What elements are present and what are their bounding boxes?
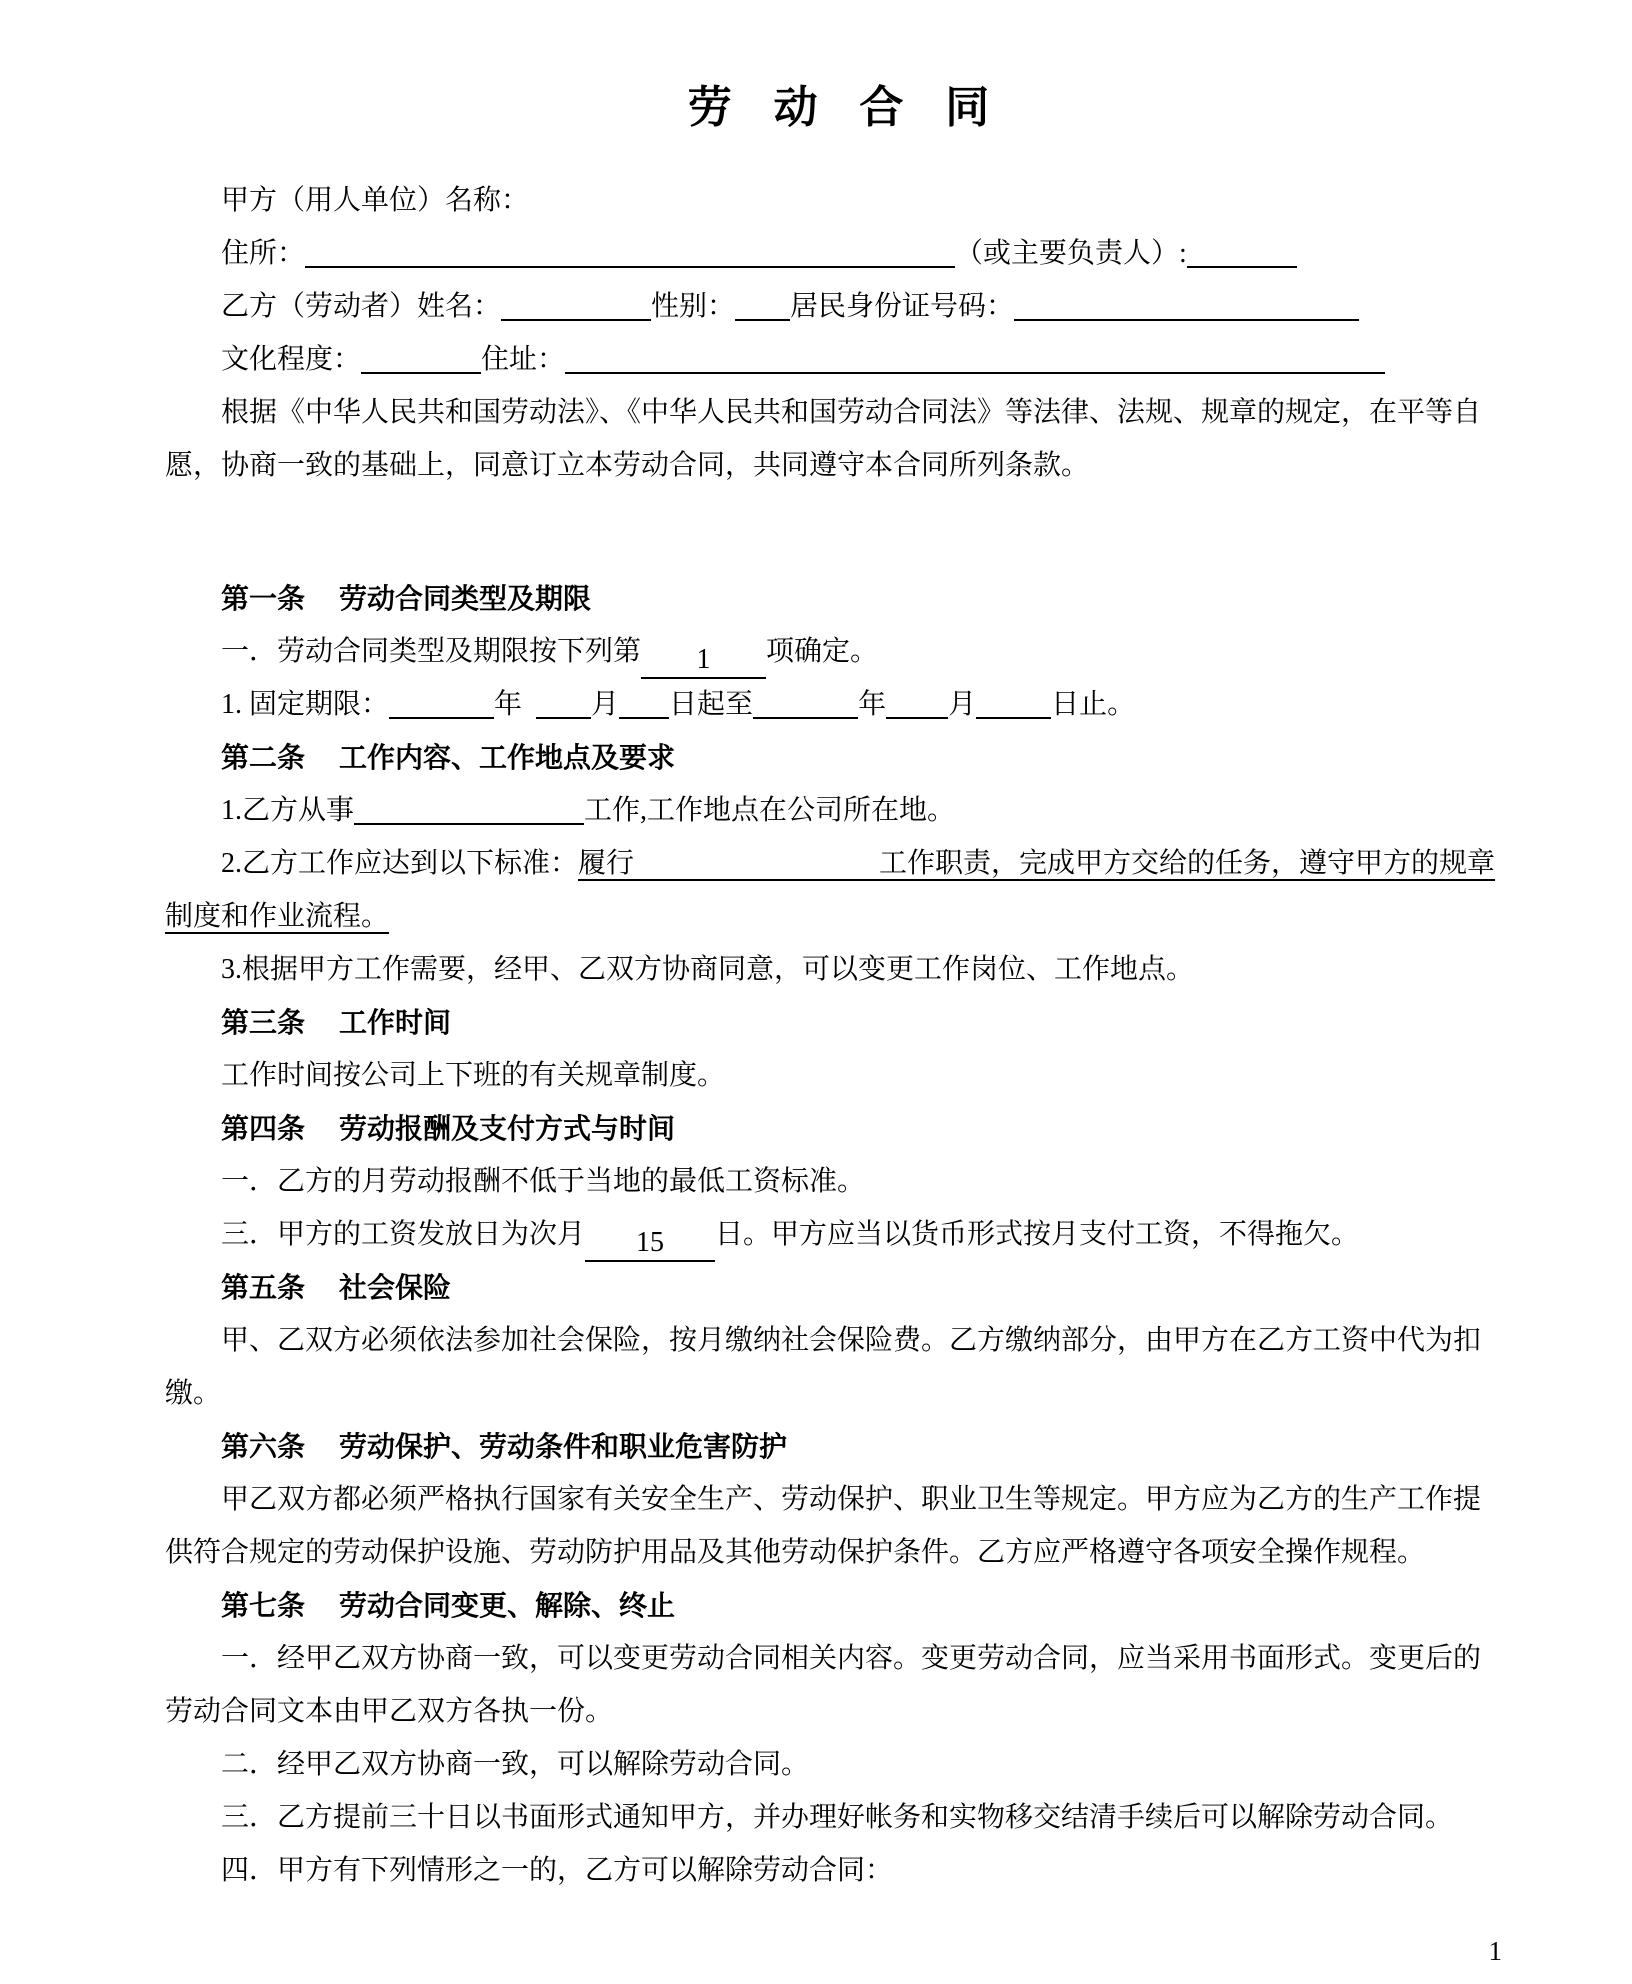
job-post-text: 工作,工作地点在公司所在地。	[584, 795, 956, 826]
education-label: 文化程度：	[221, 344, 362, 375]
work-standard-label: 2.乙方工作应达到以下标准：	[221, 848, 579, 879]
work-standard-fill-b: 工作职责，完成甲方交给的任务，遵守甲方的规章	[879, 848, 1496, 879]
section-5-body-line-1: 甲、乙双方必须依法参加社会保险，按月缴纳社会保险费。乙方缴纳部分，由甲方在乙方工资中代为扣	[221, 1325, 1482, 1356]
address-blank-field	[305, 232, 955, 268]
section-2-number: 第二条	[221, 742, 306, 773]
work-standard-fill-a: 履行	[578, 848, 635, 879]
education-blank	[361, 338, 481, 374]
year-label: 年	[494, 689, 523, 720]
residence-label: 住址：	[481, 344, 566, 375]
section-4-item-1: 一．乙方的月劳动报酬不低于当地的最低工资标准。	[221, 1166, 866, 1197]
section-4-title: 劳动报酬及支付方式与时间	[339, 1113, 676, 1144]
section-1-heading	[165, 572, 1512, 625]
party-b-identity-line	[165, 280, 1512, 333]
contract-type-choice-value: 1	[641, 637, 766, 679]
section-7-item-1-line-2: 劳动合同文本由甲乙双方各执一份。	[165, 1696, 614, 1727]
end-month-blank	[886, 683, 948, 719]
start-month-blank	[536, 683, 591, 719]
section-4-heading	[165, 1102, 1512, 1155]
job-title-blank	[354, 789, 584, 825]
end-month-label: 月	[948, 689, 977, 720]
section-6-body-line-1: 甲乙双方都必须严格执行国家有关安全生产、劳动保护、职业卫生等规定。甲方应为乙方的生产工作提	[221, 1484, 1482, 1515]
party-a-address-line	[165, 227, 1512, 280]
page-number: 1	[1488, 1936, 1502, 1966]
section-2-item-2-line-2	[165, 890, 1512, 943]
contract-type-text: 一．劳动合同类型及期限按下列第	[221, 636, 642, 667]
start-day-blank	[619, 683, 669, 719]
section-4-number: 第四条	[221, 1113, 306, 1144]
id-number-label: 居民身份证号码：	[790, 291, 1015, 322]
section-2-item-2-line-1	[165, 837, 1512, 890]
section-7-heading	[165, 1579, 1512, 1632]
principal-blank-field	[1187, 232, 1297, 268]
work-standard-fill-continued: 制度和作业流程。	[165, 901, 390, 932]
section-4-item-2	[165, 1208, 1512, 1261]
section-1-item-2	[165, 678, 1512, 731]
party-b-name-blank	[501, 285, 651, 321]
party-b-education-line	[165, 333, 1512, 386]
section-5-body-line-2: 缴。	[165, 1378, 222, 1409]
section-5-heading	[165, 1261, 1512, 1314]
section-7-number: 第七条	[221, 1590, 306, 1621]
section-7-item-4: 四．甲方有下列情形之一的，乙方可以解除劳动合同：	[221, 1855, 894, 1886]
section-6-heading	[165, 1420, 1512, 1473]
gender-blank	[735, 285, 790, 321]
section-2-item-1	[165, 784, 1512, 837]
contract-type-text-end: 项确定。	[766, 636, 879, 667]
preamble-line-1: 根据《中华人民共和国劳动法》、《中华人民共和国劳动合同法》等法律、法规、规章的规定，在平等自	[221, 397, 1482, 428]
section-3-number: 第三条	[221, 1007, 306, 1038]
section-7-item-2: 二．经甲乙双方协商一致，可以解除劳动合同。	[221, 1749, 810, 1780]
party-a-name-line	[165, 174, 1512, 227]
job-pre-text: 1.乙方从事	[221, 795, 355, 826]
page-title: 劳动合同	[687, 83, 1031, 132]
payday-value: 15	[585, 1220, 715, 1262]
party-a-name-label: 甲方（用人单位）名称：	[221, 185, 530, 216]
work-standard-inner-blank	[634, 846, 879, 880]
fixed-term-label: 1. 固定期限：	[221, 689, 390, 720]
section-3-heading	[165, 996, 1512, 1049]
preamble-line-2: 愿，协商一致的基础上，同意订立本劳动合同，共同遵守本合同所列条款。	[165, 450, 1090, 481]
blank-gap	[165, 492, 1512, 572]
start-year-blank	[389, 683, 494, 719]
id-number-blank	[1014, 285, 1359, 321]
gender-label: 性别：	[651, 291, 736, 322]
section-1-number: 第一条	[221, 583, 306, 614]
end-year-label: 年	[858, 689, 887, 720]
section-3-body: 工作时间按公司上下班的有关规章制度。	[221, 1060, 726, 1091]
residence-blank	[565, 338, 1385, 374]
section-5-title: 社会保险	[339, 1272, 452, 1303]
end-day-blank	[976, 683, 1051, 719]
month-label: 月	[591, 689, 620, 720]
section-2-title: 工作内容、工作地点及要求	[339, 742, 676, 773]
section-7-item-1-line-1: 一．经甲乙双方协商一致，可以变更劳动合同相关内容。变更劳动合同，应当采用书面形式。变更后的	[221, 1643, 1482, 1674]
end-day-label: 日止。	[1051, 689, 1136, 720]
work-standard-filled-text	[578, 848, 1495, 881]
section-6-number: 第六条	[221, 1431, 306, 1462]
address-label: 住所：	[221, 238, 306, 269]
section-7-item-3: 三．乙方提前三十日以书面形式通知甲方，并办理好帐务和实物移交结清手续后可以解除劳动合同。	[221, 1802, 1454, 1833]
section-1-item-1	[165, 625, 1512, 678]
payday-pre-text: 三．甲方的工资发放日为次月	[221, 1219, 586, 1250]
payday-post-text: 日。甲方应当以货币形式按月支付工资，不得拖欠。	[715, 1219, 1360, 1250]
section-2-item-3: 3.根据甲方工作需要，经甲、乙双方协商同意，可以变更工作岗位、工作地点。	[221, 954, 1195, 985]
section-6-body-line-2: 供符合规定的劳动保护设施、劳动防护用品及其他劳动保护条件。乙方应严格遵守各项安全操作规程。	[165, 1537, 1426, 1568]
principal-label: （或主要负责人）:	[955, 238, 1187, 269]
section-1-title: 劳动合同类型及期限	[339, 583, 592, 614]
section-5-number: 第五条	[221, 1272, 306, 1303]
section-7-title: 劳动合同变更、解除、终止	[339, 1590, 676, 1621]
party-b-name-label: 乙方（劳动者）姓名：	[221, 291, 502, 322]
section-3-title: 工作时间	[339, 1007, 452, 1038]
start-day-label: 日起至	[669, 689, 754, 720]
section-6-title: 劳动保护、劳动条件和职业危害防护	[339, 1431, 788, 1462]
end-year-blank	[753, 683, 858, 719]
section-2-heading	[165, 731, 1512, 784]
